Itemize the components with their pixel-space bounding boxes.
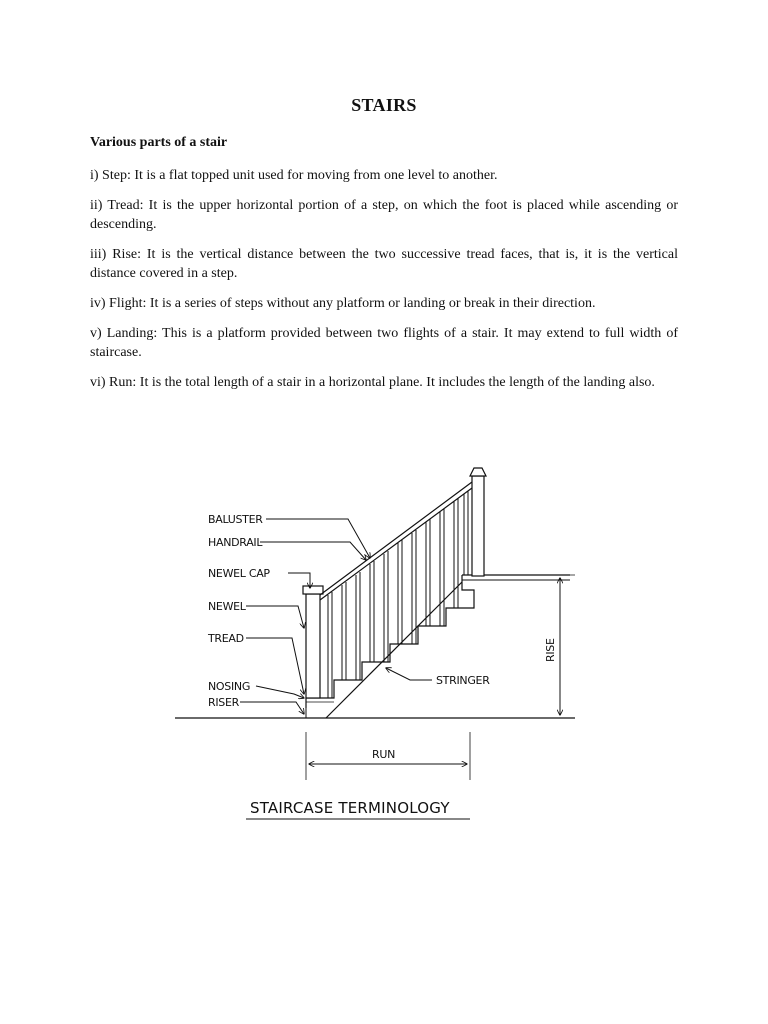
newel-cap-shape [303, 586, 323, 594]
label-newel-cap: NEWEL CAP [208, 567, 270, 580]
balusters [328, 491, 468, 698]
definition-step: i) Step: It is a flat topped unit used for moving from one level to another. [90, 168, 498, 183]
top-newel-post [472, 476, 484, 576]
definition-run: vi) Run: It is the total length of a stair in a horizontal plane. It includes the length of the landing also. [90, 375, 655, 390]
figure-caption: STAIRCASE TERMINOLOGY [250, 799, 450, 817]
staircase-drawing [170, 458, 590, 828]
label-newel: NEWEL [208, 600, 246, 613]
label-riser: RISER [208, 696, 239, 709]
definition-rise: iii) Rise: It is the vertical distance between the two successive tread faces, that is, it is the vertical distance covered in a step. [90, 247, 678, 281]
label-run: RUN [372, 748, 396, 761]
label-baluster: BALUSTER [208, 513, 263, 526]
label-nosing: NOSING [208, 680, 251, 693]
newel-post [306, 594, 320, 698]
section-heading: Various parts of a stair [90, 135, 228, 150]
handrail [320, 482, 472, 595]
staircase-diagram [170, 458, 590, 828]
label-stringer: STRINGER [436, 674, 490, 687]
definition-landing: v) Landing: This is a platform provided between two flights of a stair. It may extend to full width of staircase. [90, 326, 678, 360]
definition-list [90, 166, 678, 403]
label-rise: RISE [544, 638, 557, 662]
page-title: STAIRS [351, 95, 417, 115]
label-handrail: HANDRAIL [208, 536, 263, 549]
definition-tread: ii) Tread: It is the upper horizontal portion of a step, on which the foot is placed while ascending or descending. [90, 198, 678, 232]
definition-flight: iv) Flight: It is a series of steps without any platform or landing or break in their direction. [90, 296, 596, 311]
label-tread: TREAD [208, 632, 244, 645]
